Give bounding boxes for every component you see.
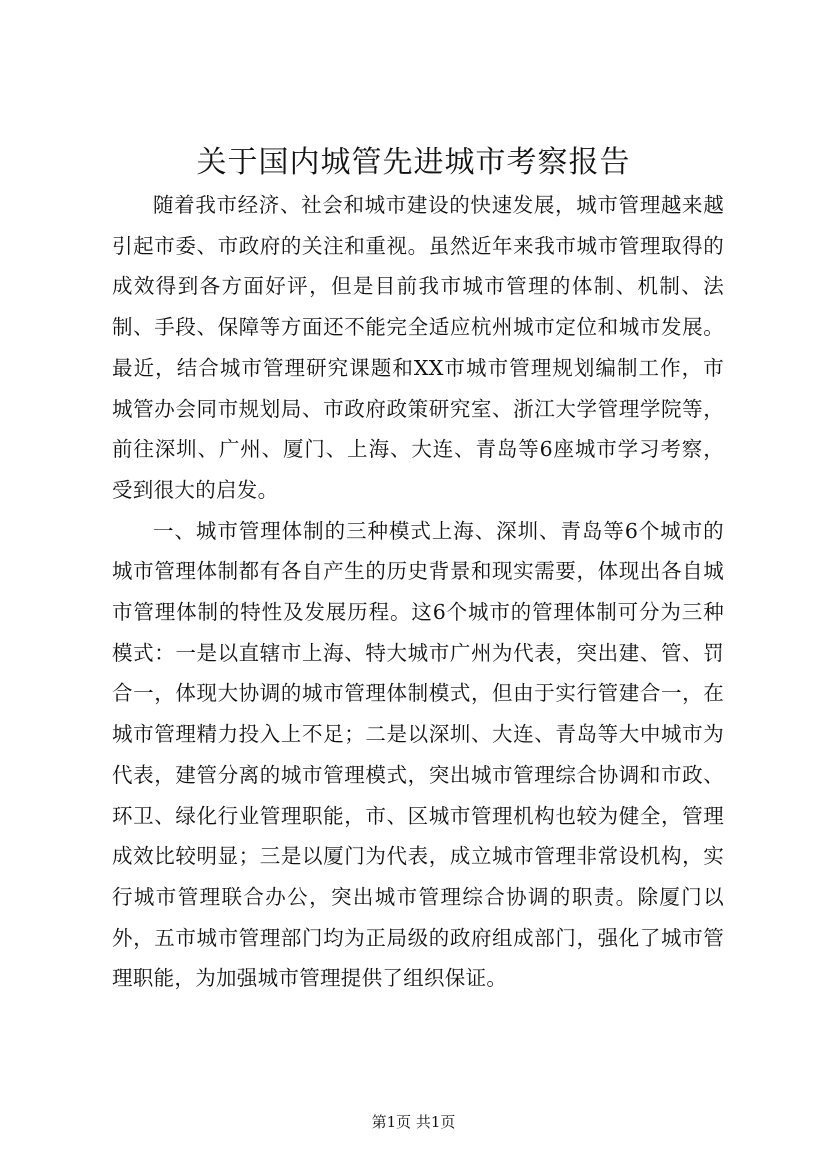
page-footer [0,1112,827,1132]
page-number-label: 第1页 共1页 [371,1113,456,1131]
paragraph-section-one: 一、城市管理体制的三种模式上海、深圳、青岛等6个城市的城市管理体制都有各自产生的历史背景和现实需要，体现出各自城市管理体制的特性及发展历程。这6个城市的管理体制可分为三种模式：一是以直辖市上海、特大城市广州为代表，突出建、管、罚合一，体现大协调的城市管理体制模式，但由于实行管建合一，在城市管理精力投入上不足；二是以深圳、大连、青岛等大中城市为代表，建管分离的城市管理模式，突出城市管理综合协调和市政、环卫、绿化行业管理职能，市、区城市管理机构也较为健全，管理成效比较明显；三是以厦门为代表，成立城市管理非常设机构，实行城市管理联合办公，突出城市管理综合协调的职责。除厦门以外，五市城市管理部门均为正局级的政府组成部门，强化了城市管理职能，为加强城市管理提供了组织保证。 [112,518,724,991]
document-body [112,185,724,999]
paragraph-intro: 随着我市经济、社会和城市建设的快速发展，城市管理越来越引起市委、市政府的关注和重视。虽然近年来我市城市管理取得的成效得到各方面好评，但是目前我市城市管理的体制、机制、法制、手段、保障等方面还不能完全适应杭州城市定位和城市发展。最近，结合城市管理研究课题和XX市城市管理规划编制工作，市城管办会同市规划局、市政府政策研究室、浙江大学管理学院等，前往深圳、广州、厦门、上海、大连、青岛等6座城市学习考察，受到很大的启发。 [112,193,724,502]
document-title: 关于国内城管先进城市考察报告 [196,145,631,180]
